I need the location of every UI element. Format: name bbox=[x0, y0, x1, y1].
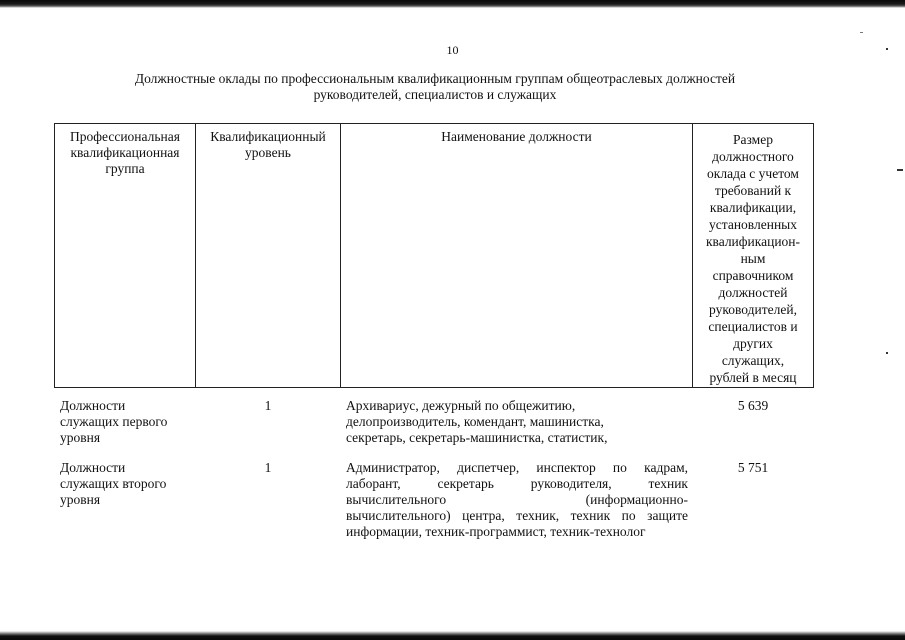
row-position-line: делопроизводитель, комендант, машинистка, bbox=[346, 414, 604, 429]
row-position-line: информации, техник-программист, техник-технолог bbox=[346, 524, 646, 539]
header-salary-line: других bbox=[733, 336, 773, 351]
row-group-line: уровня bbox=[60, 430, 101, 445]
row-position-line: вычислительного) центра, техник, техник по защите bbox=[346, 508, 688, 523]
header-salary-line: квалификацион- bbox=[705, 234, 801, 249]
scan-mark bbox=[860, 32, 863, 33]
header-salary-line: ным bbox=[740, 251, 766, 266]
header-salary-line: Размер bbox=[733, 132, 773, 147]
column-divider bbox=[340, 123, 341, 388]
scan-bottom-edge bbox=[0, 631, 905, 640]
scan-top-edge bbox=[0, 0, 905, 8]
table-row-2-level: 1 bbox=[264, 460, 272, 475]
header-salary-line: требований к bbox=[714, 183, 792, 198]
header-group-line: Профессиональная bbox=[70, 129, 180, 144]
header-position bbox=[341, 129, 692, 145]
header-level-line: уровень bbox=[245, 145, 291, 160]
table-row-2-salary: 5 751 bbox=[737, 460, 769, 475]
column-divider bbox=[195, 123, 196, 388]
header-salary-line: служащих, bbox=[721, 353, 785, 368]
table-row-1-positions bbox=[346, 398, 688, 446]
table-row-2-positions bbox=[346, 460, 688, 540]
document-title bbox=[60, 71, 810, 103]
table-row-1-salary: 5 639 bbox=[737, 398, 769, 413]
row-position-line: Архивариус, дежурный по общежитию, bbox=[346, 398, 576, 413]
row-group-line: Должности bbox=[60, 460, 126, 475]
table-row-1-group bbox=[60, 398, 195, 446]
row-position-line: секретарь, секретарь-машинистка, статистик, bbox=[346, 430, 608, 445]
header-salary-line: специалистов и bbox=[708, 319, 798, 334]
header-salary-line: установленных bbox=[709, 217, 797, 232]
page-number: 10 bbox=[446, 43, 459, 57]
table-row-1-level: 1 bbox=[264, 398, 272, 413]
row-position-line: вычислительного (информационно- bbox=[346, 492, 688, 507]
header-salary-line: руководителей, bbox=[709, 302, 797, 317]
header-salary-line: оклада с учетом bbox=[707, 166, 799, 181]
row-group-line: уровня bbox=[60, 492, 101, 507]
header-salary-line: должностного bbox=[712, 149, 794, 164]
table-row-2-group bbox=[60, 460, 195, 508]
row-position-line: Администратор, диспетчер, инспектор по кадрам, bbox=[346, 460, 688, 475]
header-salary-line: справочником bbox=[712, 268, 794, 283]
document-title-line: руководителей, специалистов и служащих bbox=[313, 87, 557, 102]
header-group-line: группа bbox=[105, 161, 145, 176]
header-salary-line: должностей bbox=[718, 285, 788, 300]
header-salary bbox=[693, 131, 813, 386]
header-salary-line: квалификации, bbox=[709, 200, 797, 215]
header-group bbox=[55, 129, 195, 177]
header-group-line: квалификационная bbox=[70, 145, 180, 160]
row-group-line: служащих первого bbox=[60, 414, 168, 429]
header-level bbox=[196, 129, 340, 161]
header-salary-line: рублей в месяц bbox=[709, 370, 797, 385]
scan-mark bbox=[897, 169, 903, 171]
header-position-line: Наименование должности bbox=[441, 129, 592, 144]
row-group-line: Должности bbox=[60, 398, 126, 413]
row-group-line: служащих второго bbox=[60, 476, 167, 491]
header-level-line: Квалификационный bbox=[210, 129, 326, 144]
document-title-line: Должностные оклады по профессиональным квалификационным группам общеотраслевых должностей bbox=[134, 71, 736, 86]
scan-mark bbox=[886, 352, 888, 354]
row-position-line: лаборант, секретарь руководителя, техник bbox=[346, 476, 688, 491]
